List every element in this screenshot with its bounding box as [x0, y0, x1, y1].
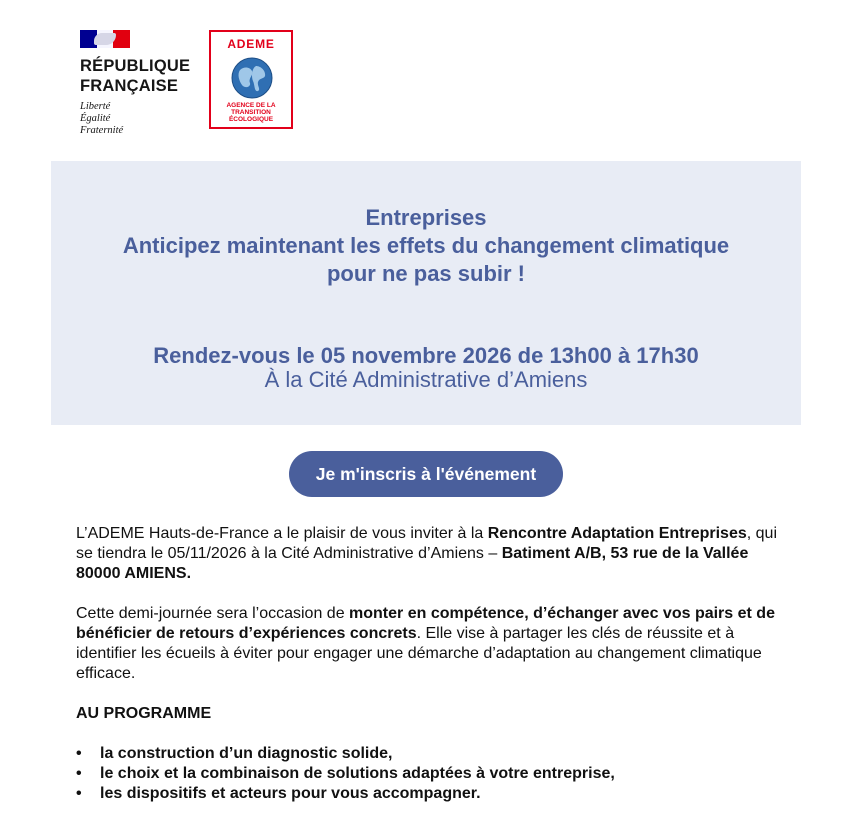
intro-text-2: , qui se tiendra le 05/11/2026 à la Cité Administrative d’Amiens –: [76, 525, 777, 562]
program-list: [76, 744, 796, 804]
banner-title-line-1: Entreprises: [365, 205, 487, 230]
email-body: [76, 524, 796, 804]
event-date: Rendez-vous le 05 novembre 2026 de 13h00 à 17h30: [153, 343, 699, 368]
email-header: [0, 0, 860, 150]
list-item: [76, 744, 796, 764]
marianne-flag-icon: [80, 30, 130, 48]
ademe-logo: [209, 30, 293, 129]
banner-title-line-3: pour ne pas subir !: [326, 261, 526, 286]
register-button[interactable]: Je m'inscris à l'événement: [289, 451, 563, 497]
bullet-icon: •: [76, 765, 82, 782]
intro-event-name: Rencontre Adaptation Entreprises: [487, 525, 747, 542]
globe-icon: [230, 56, 274, 100]
banner-title-line-2: Anticipez maintenant les effets du changement climatique: [122, 233, 730, 258]
list-item: [76, 764, 796, 784]
program-item-text: les dispositifs et acteurs pour vous accompagner.: [100, 785, 481, 802]
ademe-sub-line-1: AGENCE DE LA: [226, 102, 276, 109]
description-highlight: monter en compétence, d’échanger avec vos pairs et de bénéficier de retours d’expériences concrets: [76, 605, 775, 642]
intro-text-1: L’ADEME Hauts-de-France a le plaisir de vous inviter à la: [76, 525, 488, 542]
bullet-icon: •: [76, 745, 82, 762]
motto-fraternite: Fraternité: [80, 125, 124, 136]
motto: [80, 101, 210, 137]
description-paragraph: [76, 604, 796, 684]
event-place: À la Cité Administrative d’Amiens: [264, 367, 588, 392]
bullet-icon: •: [76, 785, 82, 802]
ademe-sub-line-3: ÉCOLOGIQUE: [228, 116, 274, 123]
intro-address: Batiment A/B, 53 rue de la Vallée 80000 AMIENS.: [76, 545, 749, 582]
list-item: [76, 784, 796, 804]
republique-line-2: FRANÇAISE: [80, 77, 179, 95]
program-title: AU PROGRAMME: [76, 705, 212, 722]
ademe-logo-title: ADEME: [227, 37, 275, 51]
event-banner: [51, 161, 801, 425]
republique-francaise-logo: [80, 30, 210, 137]
description-text-1: Cette demi-journée sera l’occasion de: [76, 605, 350, 622]
program-item-text: la construction d’un diagnostic solide,: [100, 745, 393, 762]
program-item-text: le choix et la combinaison de solutions adaptées à votre entreprise,: [100, 765, 615, 782]
description-text-2: . Elle vise à partager les clés de réussite et à identifier les écueils à éviter pour engager une démarche d’adaptation au changement climatique efficace.: [76, 625, 762, 682]
republique-line-1: RÉPUBLIQUE: [80, 57, 191, 75]
ademe-logo-subtitle: [213, 102, 289, 123]
motto-egalite: Égalité: [80, 113, 111, 124]
motto-liberte: Liberté: [80, 101, 111, 112]
intro-paragraph: [76, 524, 796, 584]
ademe-sub-line-2: TRANSITION: [231, 109, 271, 116]
